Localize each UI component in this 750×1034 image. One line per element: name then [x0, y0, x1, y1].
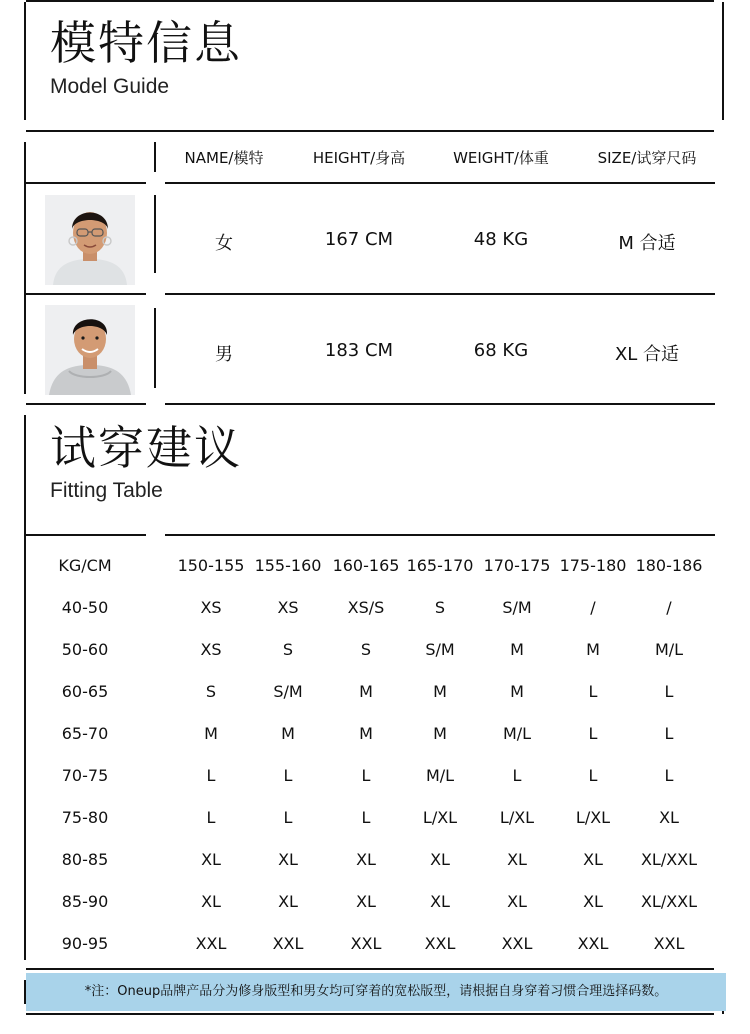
model-row2-bottom-right [165, 403, 715, 405]
size-cell: S [434, 598, 446, 617]
female-weight: 48 KG [473, 229, 529, 250]
size-cell: XS/S [347, 598, 385, 617]
model-header-bottom-left [26, 182, 146, 184]
size-cell: L/XL [575, 808, 611, 827]
model-photo-divider [154, 142, 156, 172]
fitting-row [0, 839, 750, 881]
size-cell: L [206, 766, 216, 785]
size-cell: S/M [502, 598, 532, 617]
male-model-icon [45, 305, 135, 395]
male-height: 183 CM [324, 340, 394, 361]
size-cell: XL [507, 850, 527, 869]
size-cell: M [359, 724, 373, 743]
size-cell: L [664, 724, 674, 743]
header-height: HEIGHT/身高 [312, 149, 406, 167]
size-cell: XL/XXL [640, 892, 698, 911]
fitting-row [0, 587, 750, 629]
size-cell: L [361, 808, 371, 827]
model-photo-divider-1 [154, 195, 156, 273]
fitting-row [0, 797, 750, 839]
model-table-left-border [24, 142, 26, 394]
male-name: 男 [215, 344, 233, 365]
header-size: SIZE/试穿尺码 [597, 149, 697, 167]
model-left-border [24, 2, 26, 120]
size-cell: XL [507, 892, 527, 911]
size-cell: L [588, 682, 598, 701]
size-cell: L [588, 766, 598, 785]
model-header-top-line [26, 130, 714, 132]
size-cell: XXL [195, 934, 227, 953]
height-range-header: 150-155 [177, 556, 245, 575]
size-cell: M [359, 682, 373, 701]
weight-range-label: 65-70 [61, 724, 109, 743]
model-guide-title-cn: 模特信息 [50, 16, 242, 70]
size-cell: XL [583, 850, 603, 869]
size-cell: M [281, 724, 295, 743]
size-cell: L [283, 808, 293, 827]
size-cell: L [512, 766, 522, 785]
female-size: M 合适 [618, 233, 676, 254]
size-cell: XXL [272, 934, 304, 953]
model-row2-bottom-left [26, 403, 146, 405]
weight-range-label: 60-65 [61, 682, 109, 701]
size-cell: XL [278, 892, 298, 911]
female-model-icon [45, 195, 135, 285]
size-cell: XXL [577, 934, 609, 953]
size-cell: XL [201, 850, 221, 869]
top-border [26, 0, 714, 2]
size-cell: XXL [501, 934, 533, 953]
fitting-title-cn: 试穿建议 [50, 421, 242, 475]
size-cell: XS [200, 640, 222, 659]
height-range-header: 170-175 [483, 556, 551, 575]
fitting-row [0, 881, 750, 923]
size-cell: S/M [273, 682, 303, 701]
size-cell: L [206, 808, 216, 827]
size-cell: L [664, 766, 674, 785]
size-cell: L [664, 682, 674, 701]
fitting-row [0, 713, 750, 755]
size-cell: M [433, 682, 447, 701]
size-cell: XL [659, 808, 679, 827]
size-cell: M [586, 640, 600, 659]
height-range-header: 155-160 [254, 556, 322, 575]
female-height: 167 CM [324, 229, 394, 250]
height-range-header: 165-170 [406, 556, 474, 575]
size-cell: XL [356, 850, 376, 869]
size-cell: XS [277, 598, 299, 617]
size-cell: M [510, 640, 524, 659]
height-range-header: 160-165 [332, 556, 400, 575]
female-name: 女 [215, 233, 233, 254]
weight-range-label: 90-95 [61, 934, 109, 953]
female-model-photo [45, 195, 135, 285]
size-cell: XL [201, 892, 221, 911]
model-photo-divider-2 [154, 308, 156, 388]
header-weight: WEIGHT/体重 [453, 149, 549, 167]
right-border-top [722, 2, 724, 120]
size-cell: S [360, 640, 372, 659]
size-cell: L [588, 724, 598, 743]
size-cell: S/M [425, 640, 455, 659]
weight-range-label: 70-75 [61, 766, 109, 785]
size-cell: M [510, 682, 524, 701]
size-cell: XL [356, 892, 376, 911]
size-cell: M [433, 724, 447, 743]
fitting-row [0, 755, 750, 797]
male-weight: 68 KG [473, 340, 529, 361]
fitting-row [0, 671, 750, 713]
weight-range-label: 40-50 [61, 598, 109, 617]
size-cell: XXL [653, 934, 685, 953]
size-cell: L/XL [422, 808, 458, 827]
size-cell: M/L [425, 766, 455, 785]
note-text: *注：Oneup品牌产品分为修身版型和男女均可穿着的宽松版型，请根据自身穿着习惯合理选择码数。 [84, 984, 668, 999]
fitting-row [0, 629, 750, 671]
fitting-row [0, 923, 750, 965]
male-size: XL 合适 [614, 344, 680, 365]
model-header-bottom-right [165, 182, 715, 184]
height-range-header: 175-180 [559, 556, 627, 575]
size-cell: XXL [424, 934, 456, 953]
size-cell: / [666, 598, 672, 617]
fitting-bottom-line [26, 968, 714, 970]
size-cell: L/XL [499, 808, 535, 827]
weight-range-label: 85-90 [61, 892, 109, 911]
fitting-header-line-right [165, 534, 715, 536]
fitting-header-row [0, 545, 750, 587]
size-cell: L [361, 766, 371, 785]
model-guide-title-en: Model Guide [50, 75, 170, 98]
male-model-photo [45, 305, 135, 395]
size-cell: L [283, 766, 293, 785]
size-cell: XL [278, 850, 298, 869]
header-name: NAME/模特 [184, 149, 264, 167]
fitting-title-en: Fitting Table [50, 479, 163, 502]
weight-range-label: 80-85 [61, 850, 109, 869]
model-row1-bottom-right [165, 293, 715, 295]
model-row1-bottom-left [26, 293, 146, 295]
size-cell: S [282, 640, 294, 659]
size-cell: XL [583, 892, 603, 911]
size-cell: XL/XXL [640, 850, 698, 869]
height-range-header: 180-186 [635, 556, 703, 575]
size-cell: M [204, 724, 218, 743]
weight-range-label: 50-60 [61, 640, 109, 659]
size-cell: XS [200, 598, 222, 617]
weight-range-label: 75-80 [61, 808, 109, 827]
fitting-header-line-left [26, 534, 146, 536]
fitting-corner-label: KG/CM [58, 556, 112, 575]
size-cell: M/L [654, 640, 684, 659]
note-banner [26, 973, 726, 1011]
size-cell: XL [430, 892, 450, 911]
size-cell: / [590, 598, 596, 617]
note-bottom-line [26, 1013, 714, 1015]
size-cell: S [205, 682, 217, 701]
size-cell: XL [430, 850, 450, 869]
size-cell: XXL [350, 934, 382, 953]
size-cell: M/L [502, 724, 532, 743]
